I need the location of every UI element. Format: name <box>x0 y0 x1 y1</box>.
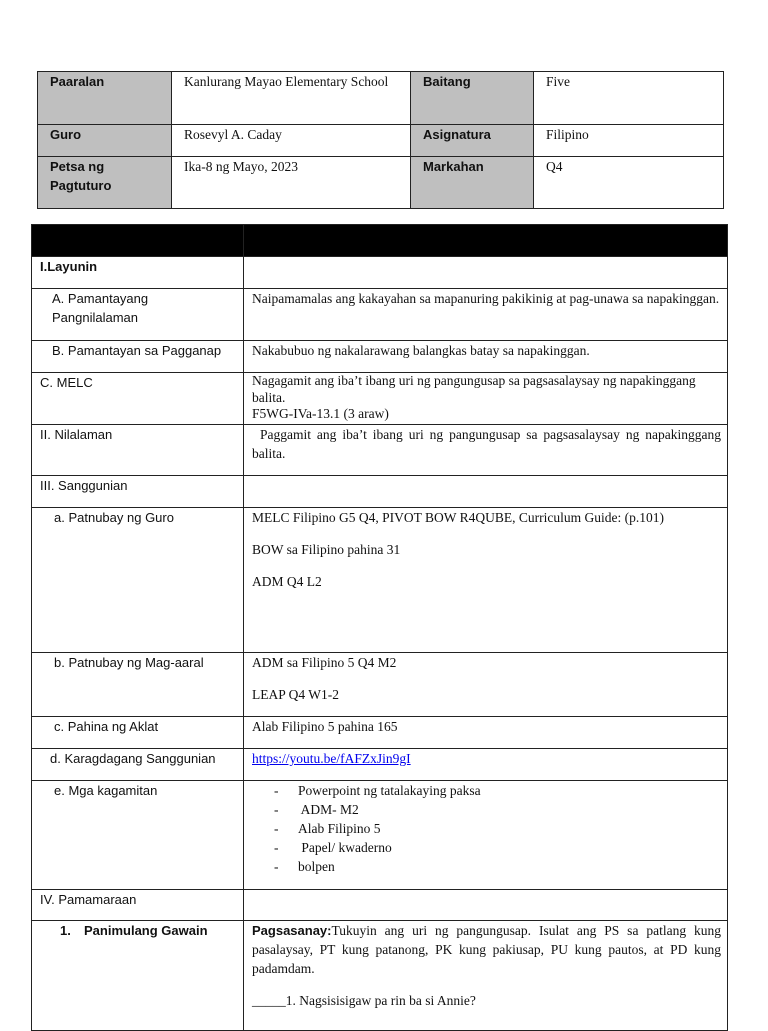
patnubay-guro-line: MELC Filipino G5 Q4, PIVOT BOW R4QUBE, Curriculum Guide: (p.101) <box>252 510 664 525</box>
patnubay-mag-line: ADM sa Filipino 5 Q4 M2 <box>252 655 397 670</box>
asignatura-label: Asignatura <box>411 125 534 157</box>
table-row <box>32 508 728 653</box>
melc-cell <box>244 373 728 425</box>
kagamitan-list <box>252 781 721 876</box>
melc-label: C. MELC <box>32 373 244 425</box>
panimula-cell <box>32 921 244 1031</box>
petsa-label: Petsa ng Pagtuturo <box>38 157 172 209</box>
table-row <box>32 717 728 749</box>
list-item: - ADM- M2 <box>274 800 721 819</box>
baitang-label: Baitang <box>411 72 534 125</box>
patnubay-guro-label: a. Patnubay ng Guro <box>32 508 244 653</box>
patnubay-guro-cell <box>244 508 728 653</box>
patnubay-mag-label: b. Patnubay ng Mag-aaral <box>32 653 244 717</box>
karagdagang-link[interactable]: https://youtu.be/fAFZxJin9gI <box>252 751 411 766</box>
asignatura-value: Filipino <box>534 125 724 157</box>
list-item: - Powerpoint ng tatalakaying paksa <box>274 781 721 800</box>
pahina-value: Alab Filipino 5 pahina 165 <box>244 717 728 749</box>
paaralan-value: Kanlurang Mayao Elementary School <box>172 72 411 125</box>
table-row <box>32 373 728 425</box>
table-row <box>32 653 728 717</box>
melc-value: Nagagamit ang iba’t ibang uri ng pangungusap sa pagsasalaysay ng napakinggang balita. <box>252 373 696 405</box>
guro-value: Rosevyl A. Caday <box>172 125 411 157</box>
list-item: - bolpen <box>274 857 721 876</box>
nilalaman-value: Paggamit ang iba’t ibang uri ng pangungusap sa pagsasalaysay ng napakinggang balita. <box>244 425 728 476</box>
melc-code: F5WG-IVa-13.1 (3 araw) <box>252 406 389 421</box>
lesson-plan-table <box>31 224 728 1031</box>
layunin-label: I.Layunin <box>32 257 244 289</box>
sanggunian-label: III. Sanggunian <box>32 476 244 508</box>
pagsasanay-text: Tukuyin ang uri ng pangungusap. Isulat ang PS sa patlang kung pasalaysay, PT kung patanong, PK kung pakiusap, PU kung pautos, at PD kung padamdam. <box>252 923 721 976</box>
exercise-item: _____1. Nagsisisigaw pa rin ba si Annie? <box>252 993 476 1008</box>
nilalaman-label: II. Nilalaman <box>32 425 244 476</box>
list-item: - Alab Filipino 5 <box>274 819 721 838</box>
paaralan-label: Paaralan <box>38 72 172 125</box>
pamamaraan-label: IV. Pamamaraan <box>32 890 244 921</box>
patnubay-mag-line: LEAP Q4 W1-2 <box>252 687 339 702</box>
table-row <box>32 781 728 890</box>
petsa-value: Ika-8 ng Mayo, 2023 <box>172 157 411 209</box>
table-row <box>32 921 728 1031</box>
karagdagang-label: d. Karagdagang Sanggunian <box>32 749 244 781</box>
markahan-label: Markahan <box>411 157 534 209</box>
table-row <box>32 425 728 476</box>
pamantayang-value: Naipamamalas ang kakayahan sa mapanuring pakikinig at pag-unawa sa napakinggan. <box>244 289 728 341</box>
pamantayang-label: A. Pamantayang Pangnilalaman <box>32 289 244 341</box>
markahan-value: Q4 <box>534 157 724 209</box>
list-item: - Papel/ kwaderno <box>274 838 721 857</box>
table-row <box>32 749 728 781</box>
guro-label: Guro <box>38 125 172 157</box>
table-row <box>32 341 728 373</box>
pagsasanay-title: Pagsasanay: <box>252 923 332 938</box>
baitang-value: Five <box>534 72 724 125</box>
kagamitan-label: e. Mga kagamitan <box>32 781 244 890</box>
pagsasanay-paragraph <box>252 921 721 978</box>
panimula-content <box>244 921 728 1031</box>
table-row <box>32 289 728 341</box>
kagamitan-cell <box>244 781 728 890</box>
table-header-row <box>32 225 728 257</box>
patnubay-guro-line: ADM Q4 L2 <box>252 574 322 589</box>
table-row <box>32 257 728 289</box>
pagganap-value: Nakabubuo ng nakalarawang balangkas batay sa napakinggan. <box>244 341 728 373</box>
table-row <box>32 890 728 921</box>
panimula-number: 1. <box>60 923 71 938</box>
pagganap-label: B. Pamantayan sa Pagganap <box>32 341 244 373</box>
patnubay-mag-cell <box>244 653 728 717</box>
pahina-label: c. Pahina ng Aklat <box>32 717 244 749</box>
header-table <box>37 71 724 209</box>
panimula-label: Panimulang Gawain <box>84 923 208 938</box>
patnubay-guro-line: BOW sa Filipino pahina 31 <box>252 542 401 557</box>
table-row <box>32 476 728 508</box>
